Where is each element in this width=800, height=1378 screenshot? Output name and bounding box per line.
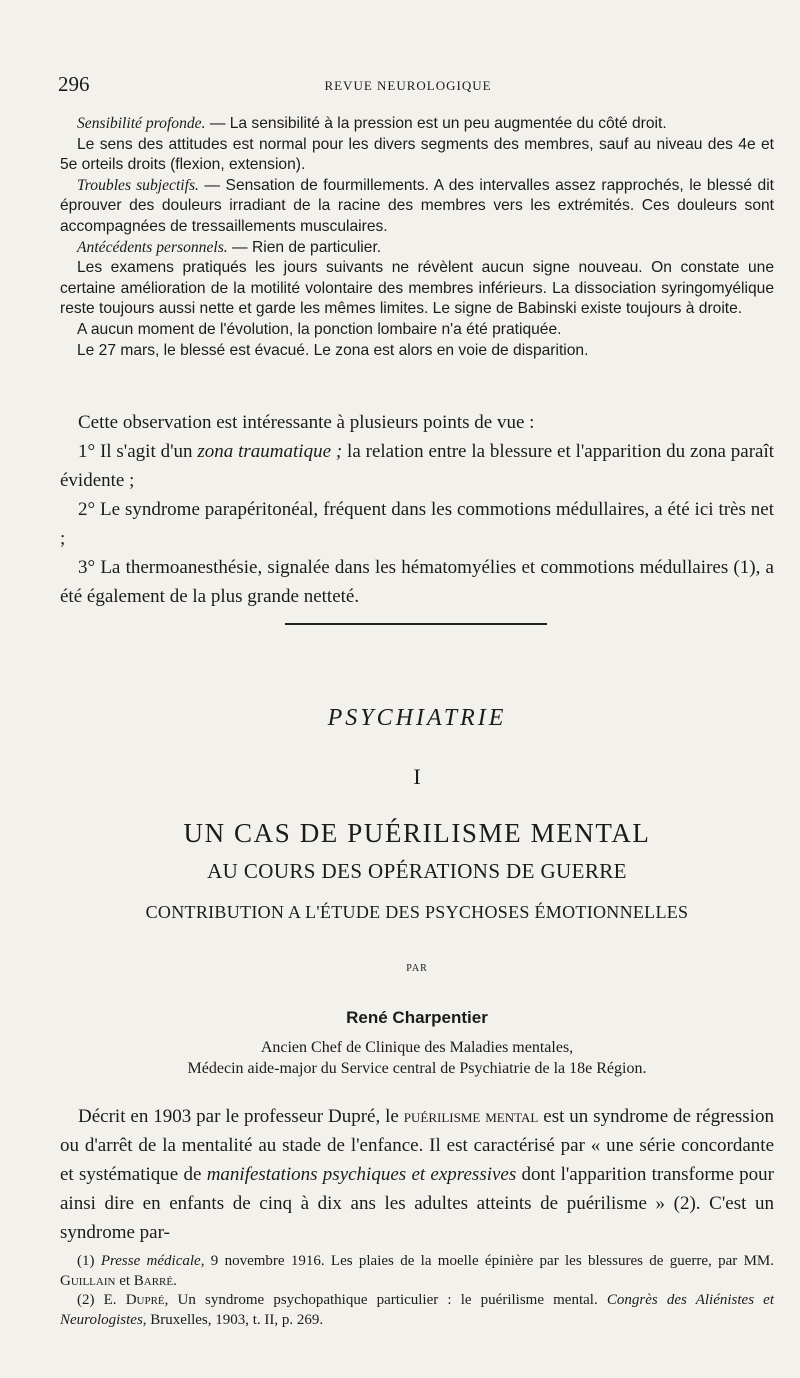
note-paragraph: Le 27 mars, le blessé est évacué. Le zona est alors en voie de disparition. <box>77 341 589 359</box>
observation-intro: Cette observation est intéressante à plusieurs points de vue : <box>78 412 535 433</box>
note-label: Sensibilité profonde. <box>77 115 206 132</box>
running-title: REVUE NEUROLOGIQUE <box>324 78 492 93</box>
section-divider <box>285 623 547 625</box>
page-header <box>58 72 758 98</box>
note-paragraph: Troubles subjectifs. — Sensation de fourmillements. A des intervalles assez rapprochés, le blessé dit éprouver des douleurs irradiant de la racine des membres vers les extrémités. Ces douleurs sont accompagnées de tressaillements musculaires. <box>60 176 774 235</box>
note-paragraph: A aucun moment de l'évolution, la ponction lombaire n'a été pratiquée. <box>77 320 562 338</box>
article-subtitle-2: CONTRIBUTION A L'ÉTUDE DES PSYCHOSES ÉMOTIONNELLES <box>145 902 689 922</box>
footnote-1: (1) Presse médicale, 9 novembre 1916. Les plaies de la moelle épinière par les blessures de guerre, par MM. Guillain et Barré. <box>60 1253 774 1289</box>
article-title: UN CAS DE PUÉRILISME MENTAL <box>183 818 651 848</box>
byline-par: PAR <box>406 963 428 974</box>
observation-point-3: 3° La thermoanesthésie, signalée dans les hématomyélies et commotions médullaires (1), a été également de la plus grande netteté. <box>60 557 774 607</box>
case-notes <box>60 114 774 361</box>
note-paragraph: Le sens des attitudes est normal pour les divers segments des membres, sauf au niveau des 4e et 5e orteils droits (flexion, extension). <box>60 135 774 174</box>
intro-paragraph: Décrit en 1903 par le professeur Dupré, le puérilisme mental est un syndrome de régression ou d'arrêt de la mentalité au stade de l'enfance. Il est caractérisé par « une série concordante et systématique de manifestations psychiques et expressives dont l'apparition transforme pour ainsi dire en enfants de cinq à dix ans les adultes atteints de puérilisme » (2). C'est un syndrome par- <box>60 1106 774 1243</box>
footnotes <box>60 1252 774 1330</box>
footnote-2: (2) E. Dupré, Un syndrome psychopathique particulier : le puérilisme mental. Congrès des Aliénistes et Neurologistes, Bruxelles, 1903, t. II, p. 269. <box>60 1292 775 1328</box>
author-name: René Charpentier <box>346 1008 488 1027</box>
page-number: 296 <box>58 72 90 96</box>
section-title: PSYCHIATRIE <box>327 705 507 731</box>
observation <box>60 408 774 611</box>
note-paragraph: Antécédents personnels. — Rien de particulier. <box>77 238 382 256</box>
article-number: I <box>413 764 421 789</box>
observation-point-2: 2° Le syndrome parapéritonéal, fréquent dans les commotions médullaires, a été ici très net ; <box>60 499 774 549</box>
article-intro <box>60 1102 774 1247</box>
note-label: Antécédents personnels. <box>77 238 228 256</box>
note-paragraph: Les examens pratiqués les jours suivants ne révèlent aucun signe nouveau. On constate une certaine amélioration de la motilité volontaire des membres inférieurs. La dissociation syringomyélique reste toujours aussi nette et garde les mêmes limites. Le signe de Babinski existe toujours à droite. <box>60 259 774 318</box>
author-affiliation: Ancien Chef de Clinique des Maladies mentales, Médecin aide-major du Service central de Psychiatrie de la 18e Région. <box>187 1039 647 1077</box>
note-label: Troubles subjectifs. <box>77 176 199 194</box>
note-paragraph: Sensibilité profonde. — La sensibilité à la pression est un peu augmentée du côté droit. <box>77 115 667 132</box>
observation-point-1: 1° Il s'agit d'un zona traumatique ; la relation entre la blessure et l'apparition du zona paraît évidente ; <box>60 441 775 491</box>
article-subtitle: AU COURS DES OPÉRATIONS DE GUERRE <box>207 859 627 883</box>
